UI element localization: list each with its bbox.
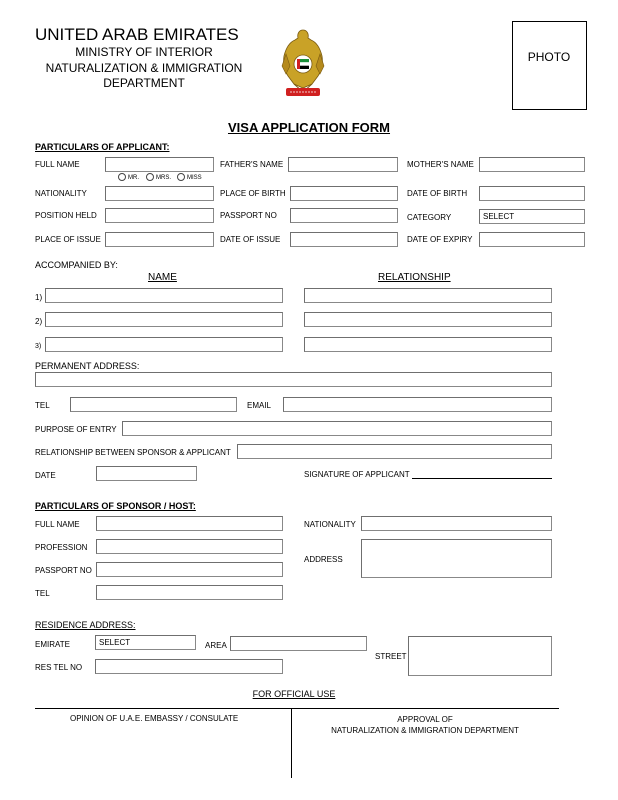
sponsor-passport-no-label: PASSPORT NO [35,566,92,575]
date-of-issue-label: DATE OF ISSUE [220,235,281,244]
category-label: CATEGORY [407,213,452,222]
sponsor-relationship-field[interactable] [237,444,552,459]
purpose-of-entry-field[interactable] [122,421,552,436]
accompanied-name-header: NAME [148,272,177,283]
accompanied-relationship-3-field[interactable] [304,337,552,352]
sponsor-address-label: ADDRESS [304,555,343,564]
emirate-select[interactable]: SELECT [95,635,196,650]
nationality-label: NATIONALITY [35,189,87,198]
email-field[interactable] [283,397,552,412]
approval-line2: NATURALIZATION & IMMIGRATION DEPARTMENT [331,726,519,735]
official-use-title: FOR OFFICIAL USE [252,689,336,699]
title-mrs-radio[interactable] [146,173,154,181]
tel-field[interactable] [70,397,237,412]
area-field[interactable] [230,636,367,651]
street-label: STREET [375,652,407,661]
fathers-name-field[interactable] [288,157,398,172]
permanent-address-field[interactable] [35,372,552,387]
passport-no-label: PASSPORT NO [220,211,277,220]
emirate-label: EMIRATE [35,640,70,649]
date-of-birth-field[interactable] [479,186,585,201]
place-of-birth-field[interactable] [290,186,398,201]
street-field[interactable] [408,636,552,676]
mothers-name-field[interactable] [479,157,585,172]
accompanied-relationship-1-field[interactable] [304,288,552,303]
position-held-label: POSITION HELD [35,211,97,220]
residence-section-title: RESIDENCE ADDRESS: [35,620,136,630]
area-label: AREA [205,641,227,650]
sponsor-full-name-label: FULL NAME [35,520,80,529]
passport-no-field[interactable] [290,208,398,223]
title-miss-radio[interactable] [177,173,185,181]
accompanied-row-2-label: 2) [35,317,43,326]
sponsor-nationality-field[interactable] [361,516,552,531]
approval-line1: APPROVAL OF [397,715,453,724]
ministry-title: MINISTRY OF INTERIOR [75,45,213,59]
title-mr-radio[interactable] [118,173,126,181]
place-of-issue-label: PLACE OF ISSUE [35,235,101,244]
sponsor-tel-field[interactable] [96,585,283,600]
res-tel-label: RES TEL NO [35,663,83,672]
sponsor-tel-label: TEL [35,589,50,598]
date-of-expiry-label: DATE OF EXPIRY [407,235,473,244]
mothers-name-label: MOTHER'S NAME [407,160,474,169]
sponsor-relationship-label: RELATIONSHIP BETWEEN SPONSOR & APPLICANT [35,448,231,457]
uae-emblem-falcon-icon [280,26,326,98]
permanent-address-label: PERMANENT ADDRESS: [35,361,140,371]
signature-label: SIGNATURE OF APPLICANT [304,470,410,479]
sponsor-passport-no-field[interactable] [96,562,283,577]
date-of-birth-label: DATE OF BIRTH [407,189,468,198]
approval-block [295,714,555,736]
applicant-full-name-field[interactable] [105,157,214,172]
official-divider-horizontal [35,708,559,709]
res-tel-field[interactable] [95,659,283,674]
date-field[interactable] [96,466,197,481]
title-miss-label: MISS [187,175,202,181]
sponsor-profession-field[interactable] [96,539,283,554]
accompanied-title: ACCOMPANIED BY: [35,260,118,270]
position-held-field[interactable] [105,208,214,223]
accompanied-name-2-field[interactable] [45,312,283,327]
accompanied-relationship-2-field[interactable] [304,312,552,327]
place-of-birth-label: PLACE OF BIRTH [220,189,286,198]
sponsor-profession-label: PROFESSION [35,543,88,552]
accompanied-name-1-field[interactable] [45,288,283,303]
signature-line[interactable] [412,478,552,479]
department-line1: NATURALIZATION & IMMIGRATION [45,61,243,75]
nationality-field[interactable] [105,186,214,201]
place-of-issue-field[interactable] [105,232,214,247]
applicant-full-name-label: FULL NAME [35,160,80,169]
sponsor-full-name-field[interactable] [96,516,283,531]
tel-label: TEL [35,401,50,410]
purpose-of-entry-label: PURPOSE OF ENTRY [35,425,117,434]
department-line2: DEPARTMENT [103,76,185,90]
sponsor-section-title: PARTICULARS OF SPONSOR / HOST: [35,501,196,511]
photo-label: PHOTO [527,50,571,64]
accompanied-name-3-field[interactable] [45,337,283,352]
email-label: EMAIL [247,401,272,410]
sponsor-nationality-label: NATIONALITY [304,520,356,529]
embassy-opinion-label: OPINION OF U.A.E. EMBASSY / CONSULATE [70,714,239,723]
title-mrs-label: MRS. [156,175,171,181]
accompanied-relationship-header: RELATIONSHIP [378,272,451,283]
accompanied-row-1-label: 1) [35,293,43,302]
category-select[interactable]: SELECT [479,209,585,224]
sponsor-address-field[interactable] [361,539,552,578]
official-divider-vertical [291,708,292,778]
fathers-name-label: FATHER'S NAME [220,160,284,169]
title-mr-label: MR. [128,175,139,181]
country-title: UNITED ARAB EMIRATES [35,25,239,44]
date-of-issue-field[interactable] [290,232,398,247]
accompanied-row-3-label: 3) [35,343,42,350]
form-title: VISA APPLICATION FORM [227,120,391,135]
date-of-expiry-field[interactable] [479,232,585,247]
photo-box[interactable] [512,21,587,110]
date-label: DATE [35,471,56,480]
applicant-section-title: PARTICULARS OF APPLICANT: [35,142,170,152]
